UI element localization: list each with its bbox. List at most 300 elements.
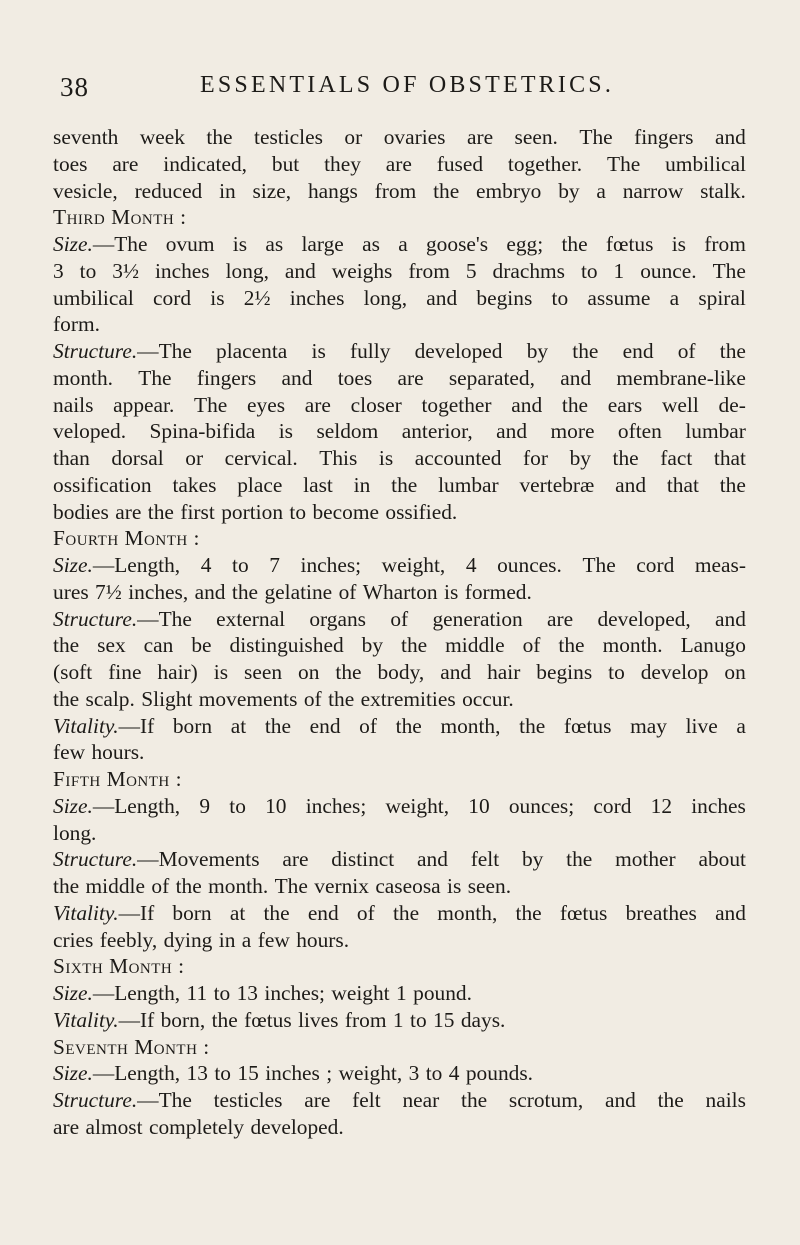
- word: inches;: [264, 981, 325, 1005]
- word: The: [712, 258, 746, 283]
- word: end: [309, 713, 341, 738]
- word: umbilical: [665, 151, 746, 176]
- word: felt: [352, 1088, 381, 1112]
- word: developed,: [597, 606, 691, 631]
- subsection-lead: Structure.: [53, 1088, 138, 1112]
- word: of: [303, 686, 322, 711]
- word: The: [138, 365, 172, 390]
- word: testicles: [254, 125, 323, 149]
- text-line: [53, 418, 746, 445]
- word: the: [566, 847, 593, 872]
- section-heading-text: Sixth Month :: [53, 954, 185, 979]
- text-line: [53, 499, 746, 526]
- word: and: [715, 900, 746, 925]
- word: 9: [199, 793, 211, 818]
- word: fingers: [634, 125, 694, 149]
- section-heading: [53, 953, 746, 980]
- word: the: [53, 874, 80, 898]
- word: (soft: [53, 660, 93, 684]
- word: long.: [53, 820, 97, 845]
- word: born: [172, 900, 212, 925]
- word: last: [303, 472, 333, 497]
- word: the: [719, 472, 746, 497]
- word: extremities: [360, 686, 456, 711]
- text-line: [53, 739, 746, 766]
- text-line: [53, 258, 746, 285]
- word: the: [657, 1088, 684, 1112]
- word: caseosa: [375, 874, 441, 898]
- word: in: [218, 927, 236, 952]
- word: 13: [186, 1061, 208, 1086]
- subsection-lead: Size.: [53, 553, 93, 577]
- word: body,: [377, 660, 425, 684]
- word: by: [521, 847, 544, 872]
- running-head: ESSENTIALS OF OBSTETRICS.: [200, 72, 615, 98]
- word: to: [608, 660, 625, 684]
- text-line: [53, 606, 746, 633]
- word: vesicle,: [53, 178, 118, 203]
- text-line: [53, 338, 746, 365]
- text-line: [53, 980, 746, 1007]
- word: the: [433, 178, 460, 203]
- word: a: [398, 232, 408, 256]
- word: the: [612, 446, 639, 470]
- text-line: [53, 1060, 746, 1087]
- word: large: [301, 232, 344, 256]
- text-line: [53, 124, 746, 151]
- word-text: —The: [137, 606, 192, 631]
- word: sex: [97, 633, 126, 658]
- word: at: [229, 900, 246, 925]
- word: of: [522, 633, 541, 658]
- word: weight,: [385, 793, 450, 818]
- word: are: [385, 151, 412, 176]
- word: to: [79, 258, 97, 283]
- word: to: [580, 258, 598, 283]
- text-line: [53, 285, 746, 312]
- word: for: [523, 446, 548, 470]
- word: 4: [200, 553, 212, 577]
- word: in: [353, 472, 371, 497]
- word: is: [311, 339, 326, 363]
- word: and: [194, 579, 226, 604]
- word: of: [338, 579, 357, 604]
- word: may: [630, 713, 667, 738]
- word: the: [391, 472, 418, 497]
- word: the: [206, 125, 233, 149]
- word: The: [579, 125, 613, 149]
- word: begins: [476, 285, 533, 310]
- word: movements: [198, 686, 298, 711]
- word: that: [666, 472, 699, 497]
- word: the: [264, 713, 291, 738]
- word: near: [402, 1088, 440, 1112]
- text-line: [53, 686, 746, 713]
- word: form.: [53, 312, 100, 337]
- word: accounted: [414, 446, 502, 470]
- word: is: [278, 419, 293, 444]
- word: first: [180, 499, 215, 524]
- word: goose's: [425, 232, 489, 256]
- word: meas-: [694, 553, 746, 577]
- word: ures: [53, 579, 89, 604]
- word: seventh: [53, 125, 119, 149]
- word: of: [677, 339, 696, 363]
- word: month.: [53, 365, 114, 390]
- word: dorsal: [111, 446, 164, 470]
- word: 1: [613, 258, 625, 283]
- text-line: [53, 151, 746, 178]
- word: portion: [221, 499, 284, 524]
- word: takes: [172, 472, 217, 497]
- word: to: [551, 285, 569, 310]
- word: month.: [602, 633, 663, 658]
- word: gelatine: [264, 579, 333, 604]
- word: inches;: [300, 553, 362, 577]
- word: formed.: [464, 579, 532, 604]
- word: [53, 846, 260, 873]
- word: 3½: [112, 258, 139, 283]
- word: anterior,: [401, 419, 473, 444]
- word-text: —The: [137, 339, 192, 363]
- word: completely: [148, 1114, 245, 1139]
- word: is: [213, 660, 229, 684]
- word: live: [685, 713, 718, 738]
- word: pound.: [413, 981, 472, 1005]
- word: of: [390, 606, 409, 631]
- text-line: [53, 846, 746, 873]
- word: together.: [507, 151, 583, 176]
- word-text: —The: [92, 232, 148, 256]
- word: is: [378, 446, 394, 470]
- word: ossified.: [385, 499, 458, 524]
- subsection-lead: Size.: [53, 232, 93, 256]
- word: fused: [436, 151, 484, 176]
- word: ovaries: [383, 125, 446, 149]
- text-line: [53, 820, 746, 847]
- word: size,: [252, 178, 292, 203]
- word: than: [53, 446, 90, 470]
- word: fœtus: [605, 232, 654, 256]
- word: inches: [265, 1061, 320, 1086]
- word: are: [282, 847, 309, 872]
- word: inches: [691, 793, 746, 818]
- word: well: [661, 392, 699, 417]
- word: generation: [432, 606, 523, 631]
- text-line: [53, 365, 746, 392]
- word: the: [147, 499, 174, 524]
- word: to: [229, 793, 246, 818]
- word: 11: [186, 981, 208, 1005]
- word: lumbar: [438, 472, 499, 497]
- word: weight,: [381, 553, 446, 577]
- section-heading-text: Seventh Month :: [53, 1034, 210, 1059]
- word: is: [444, 579, 459, 604]
- word: be: [191, 633, 212, 658]
- subsection-lead: Vitality.: [53, 1007, 119, 1032]
- word: inches: [154, 258, 210, 283]
- word: is: [671, 232, 686, 256]
- word: the: [395, 713, 422, 738]
- subsection-lead: Size.: [53, 1061, 93, 1086]
- word: to: [289, 499, 307, 524]
- word: organs: [309, 606, 366, 631]
- text-line: [53, 793, 746, 820]
- word: seldom: [316, 419, 379, 444]
- word: week: [139, 125, 185, 149]
- word: pounds.: [465, 1061, 534, 1086]
- word: [53, 793, 180, 820]
- word: can: [143, 633, 174, 658]
- word: feebly,: [99, 927, 158, 952]
- word: [53, 980, 180, 1007]
- word: 13: [236, 981, 258, 1005]
- word: place: [237, 472, 283, 497]
- word: 7½: [95, 579, 122, 604]
- word: is: [210, 285, 225, 310]
- page-number: 38: [60, 72, 89, 102]
- word: inches;: [305, 793, 367, 818]
- word: The: [582, 553, 616, 577]
- word: the: [719, 339, 746, 363]
- word: on: [724, 660, 746, 684]
- section-heading-text: Fourth Month :: [53, 526, 200, 551]
- word: and: [560, 365, 592, 390]
- text-line: [53, 579, 746, 606]
- word: narrow: [622, 178, 684, 203]
- word: 10: [265, 793, 287, 818]
- word: fingers: [196, 365, 257, 390]
- word: they: [324, 151, 361, 176]
- word: closer: [350, 392, 402, 417]
- word: seen: [244, 660, 283, 684]
- word: long,: [225, 258, 269, 283]
- word: and: [496, 419, 528, 444]
- section-heading-text: Third Month :: [53, 205, 187, 230]
- word: veloped.: [53, 419, 127, 444]
- word: the: [175, 874, 202, 898]
- text-line: [53, 659, 746, 686]
- word: 4: [448, 1061, 460, 1086]
- word: fœtus: [563, 713, 612, 738]
- word: separated,: [448, 365, 535, 390]
- word: month,: [437, 900, 498, 925]
- word: 15: [237, 1061, 259, 1086]
- word: and: [511, 392, 543, 417]
- word: few: [53, 740, 86, 765]
- word-text: —The: [137, 1088, 192, 1112]
- word: the: [231, 579, 259, 604]
- word: 5: [465, 258, 477, 283]
- word-text: —If: [118, 713, 155, 738]
- word: drachms: [492, 258, 565, 283]
- word: Spina-bifida: [149, 419, 256, 444]
- word: of: [356, 900, 375, 925]
- word: bodies: [53, 499, 109, 524]
- word: nails: [53, 392, 94, 417]
- word: 10: [468, 793, 490, 818]
- word: [53, 1060, 180, 1087]
- word: appear.: [113, 392, 175, 417]
- word: stalk.: [700, 178, 746, 203]
- word: testicles: [213, 1088, 283, 1112]
- word: scalp.: [85, 686, 135, 711]
- word: eyes: [247, 392, 286, 417]
- word: or: [185, 446, 204, 470]
- word: born: [172, 713, 213, 738]
- word: the: [515, 900, 542, 925]
- word: long,: [363, 285, 408, 310]
- word-text: —Length,: [92, 1061, 181, 1086]
- subsection-lead: Structure.: [53, 606, 138, 631]
- word: are: [304, 392, 331, 417]
- word: Wharton: [362, 579, 438, 604]
- word: ounces.: [497, 553, 562, 577]
- text-line: [53, 927, 746, 954]
- word: [53, 713, 154, 740]
- word: fine: [108, 660, 142, 684]
- word: the: [461, 1088, 488, 1112]
- word: lives: [298, 1007, 339, 1032]
- text-line: [53, 392, 746, 419]
- word-text: —Movements: [137, 847, 260, 872]
- word: are: [304, 1088, 331, 1112]
- word: fœtus: [244, 1007, 292, 1032]
- word: 1: [392, 1007, 404, 1032]
- body-text: [53, 124, 746, 1141]
- word: and: [426, 285, 458, 310]
- word: to: [232, 553, 249, 577]
- text-line: [53, 445, 746, 472]
- word: de-: [718, 392, 746, 417]
- word: from: [344, 1007, 387, 1032]
- word: is: [232, 232, 248, 256]
- word: spiral: [698, 285, 746, 310]
- word: are: [115, 499, 142, 524]
- text-line: [53, 231, 746, 258]
- text-line: [53, 552, 746, 579]
- word: and: [417, 847, 448, 872]
- text-line: [53, 311, 746, 338]
- word: mother: [615, 847, 676, 872]
- subsection-lead: Size.: [53, 981, 93, 1005]
- word: hangs: [307, 178, 358, 203]
- word: occur.: [462, 686, 514, 711]
- word: at: [230, 713, 247, 738]
- word: reduced: [134, 178, 203, 203]
- word: by: [361, 633, 384, 658]
- text-line: [53, 632, 746, 659]
- word: and: [440, 660, 472, 684]
- word: hair): [157, 660, 198, 684]
- subsection-lead: Structure.: [53, 847, 138, 872]
- word: umbilical: [53, 285, 134, 310]
- word: cord: [153, 285, 192, 310]
- word: lumbar: [685, 419, 746, 444]
- word: the: [561, 392, 589, 417]
- word: the: [572, 339, 599, 363]
- word: of: [359, 713, 377, 738]
- word: placenta: [216, 339, 288, 363]
- word: hair: [487, 660, 521, 684]
- word: the: [519, 713, 546, 738]
- word: vertebræ: [519, 472, 595, 497]
- word: embryo: [476, 178, 542, 203]
- word: ovum: [165, 232, 215, 256]
- word: are: [397, 365, 424, 390]
- word: from: [374, 178, 417, 203]
- word: ounces;: [508, 793, 575, 818]
- word: [53, 1087, 192, 1114]
- word: the: [401, 633, 428, 658]
- word: to: [410, 1007, 427, 1032]
- word: few: [257, 927, 290, 952]
- word: 1: [396, 981, 407, 1005]
- word: a: [669, 285, 680, 310]
- word: seen.: [514, 125, 558, 149]
- text-line: [53, 900, 746, 927]
- word: of: [151, 874, 170, 898]
- word: cries: [53, 927, 94, 952]
- text-line: [53, 713, 746, 740]
- word: Lanugo: [680, 633, 746, 658]
- word: weight: [331, 981, 390, 1005]
- text-line: [53, 1087, 746, 1114]
- word: egg;: [506, 232, 544, 256]
- word: Slight: [141, 686, 193, 711]
- word: the: [335, 660, 362, 684]
- word: cord: [636, 553, 675, 577]
- word: the: [263, 900, 290, 925]
- word: inches: [289, 285, 345, 310]
- word: by: [558, 178, 580, 203]
- word: [53, 900, 154, 927]
- word: The: [607, 151, 641, 176]
- word: develop: [640, 660, 709, 684]
- word: are: [547, 606, 574, 631]
- word: nails: [705, 1088, 746, 1112]
- word: month,: [440, 713, 501, 738]
- word: that: [713, 446, 746, 470]
- word: as: [362, 232, 380, 256]
- word: The: [274, 874, 308, 898]
- word: from: [408, 258, 450, 283]
- word: [53, 552, 180, 579]
- section-heading-text: Fifth Month :: [53, 767, 183, 791]
- word: scrotum,: [508, 1088, 584, 1112]
- word-text: —Length,: [92, 553, 181, 577]
- word: fully: [349, 339, 391, 363]
- word: [53, 338, 192, 365]
- word: begins: [536, 660, 593, 684]
- section-heading: [53, 766, 746, 793]
- word: middle: [445, 633, 505, 658]
- word: hours.: [91, 740, 145, 765]
- word: fact: [660, 446, 693, 470]
- word: the: [558, 633, 585, 658]
- word: 4: [465, 553, 477, 577]
- word: toes: [53, 151, 88, 176]
- subsection-lead: Structure.: [53, 339, 138, 363]
- word: end: [307, 900, 339, 925]
- word: weight,: [338, 1061, 403, 1086]
- word: the: [53, 633, 80, 658]
- section-heading: [53, 525, 746, 552]
- word-text: —Length,: [92, 981, 181, 1005]
- word: more: [550, 419, 595, 444]
- word: and: [715, 606, 746, 631]
- word: ounce.: [640, 258, 697, 283]
